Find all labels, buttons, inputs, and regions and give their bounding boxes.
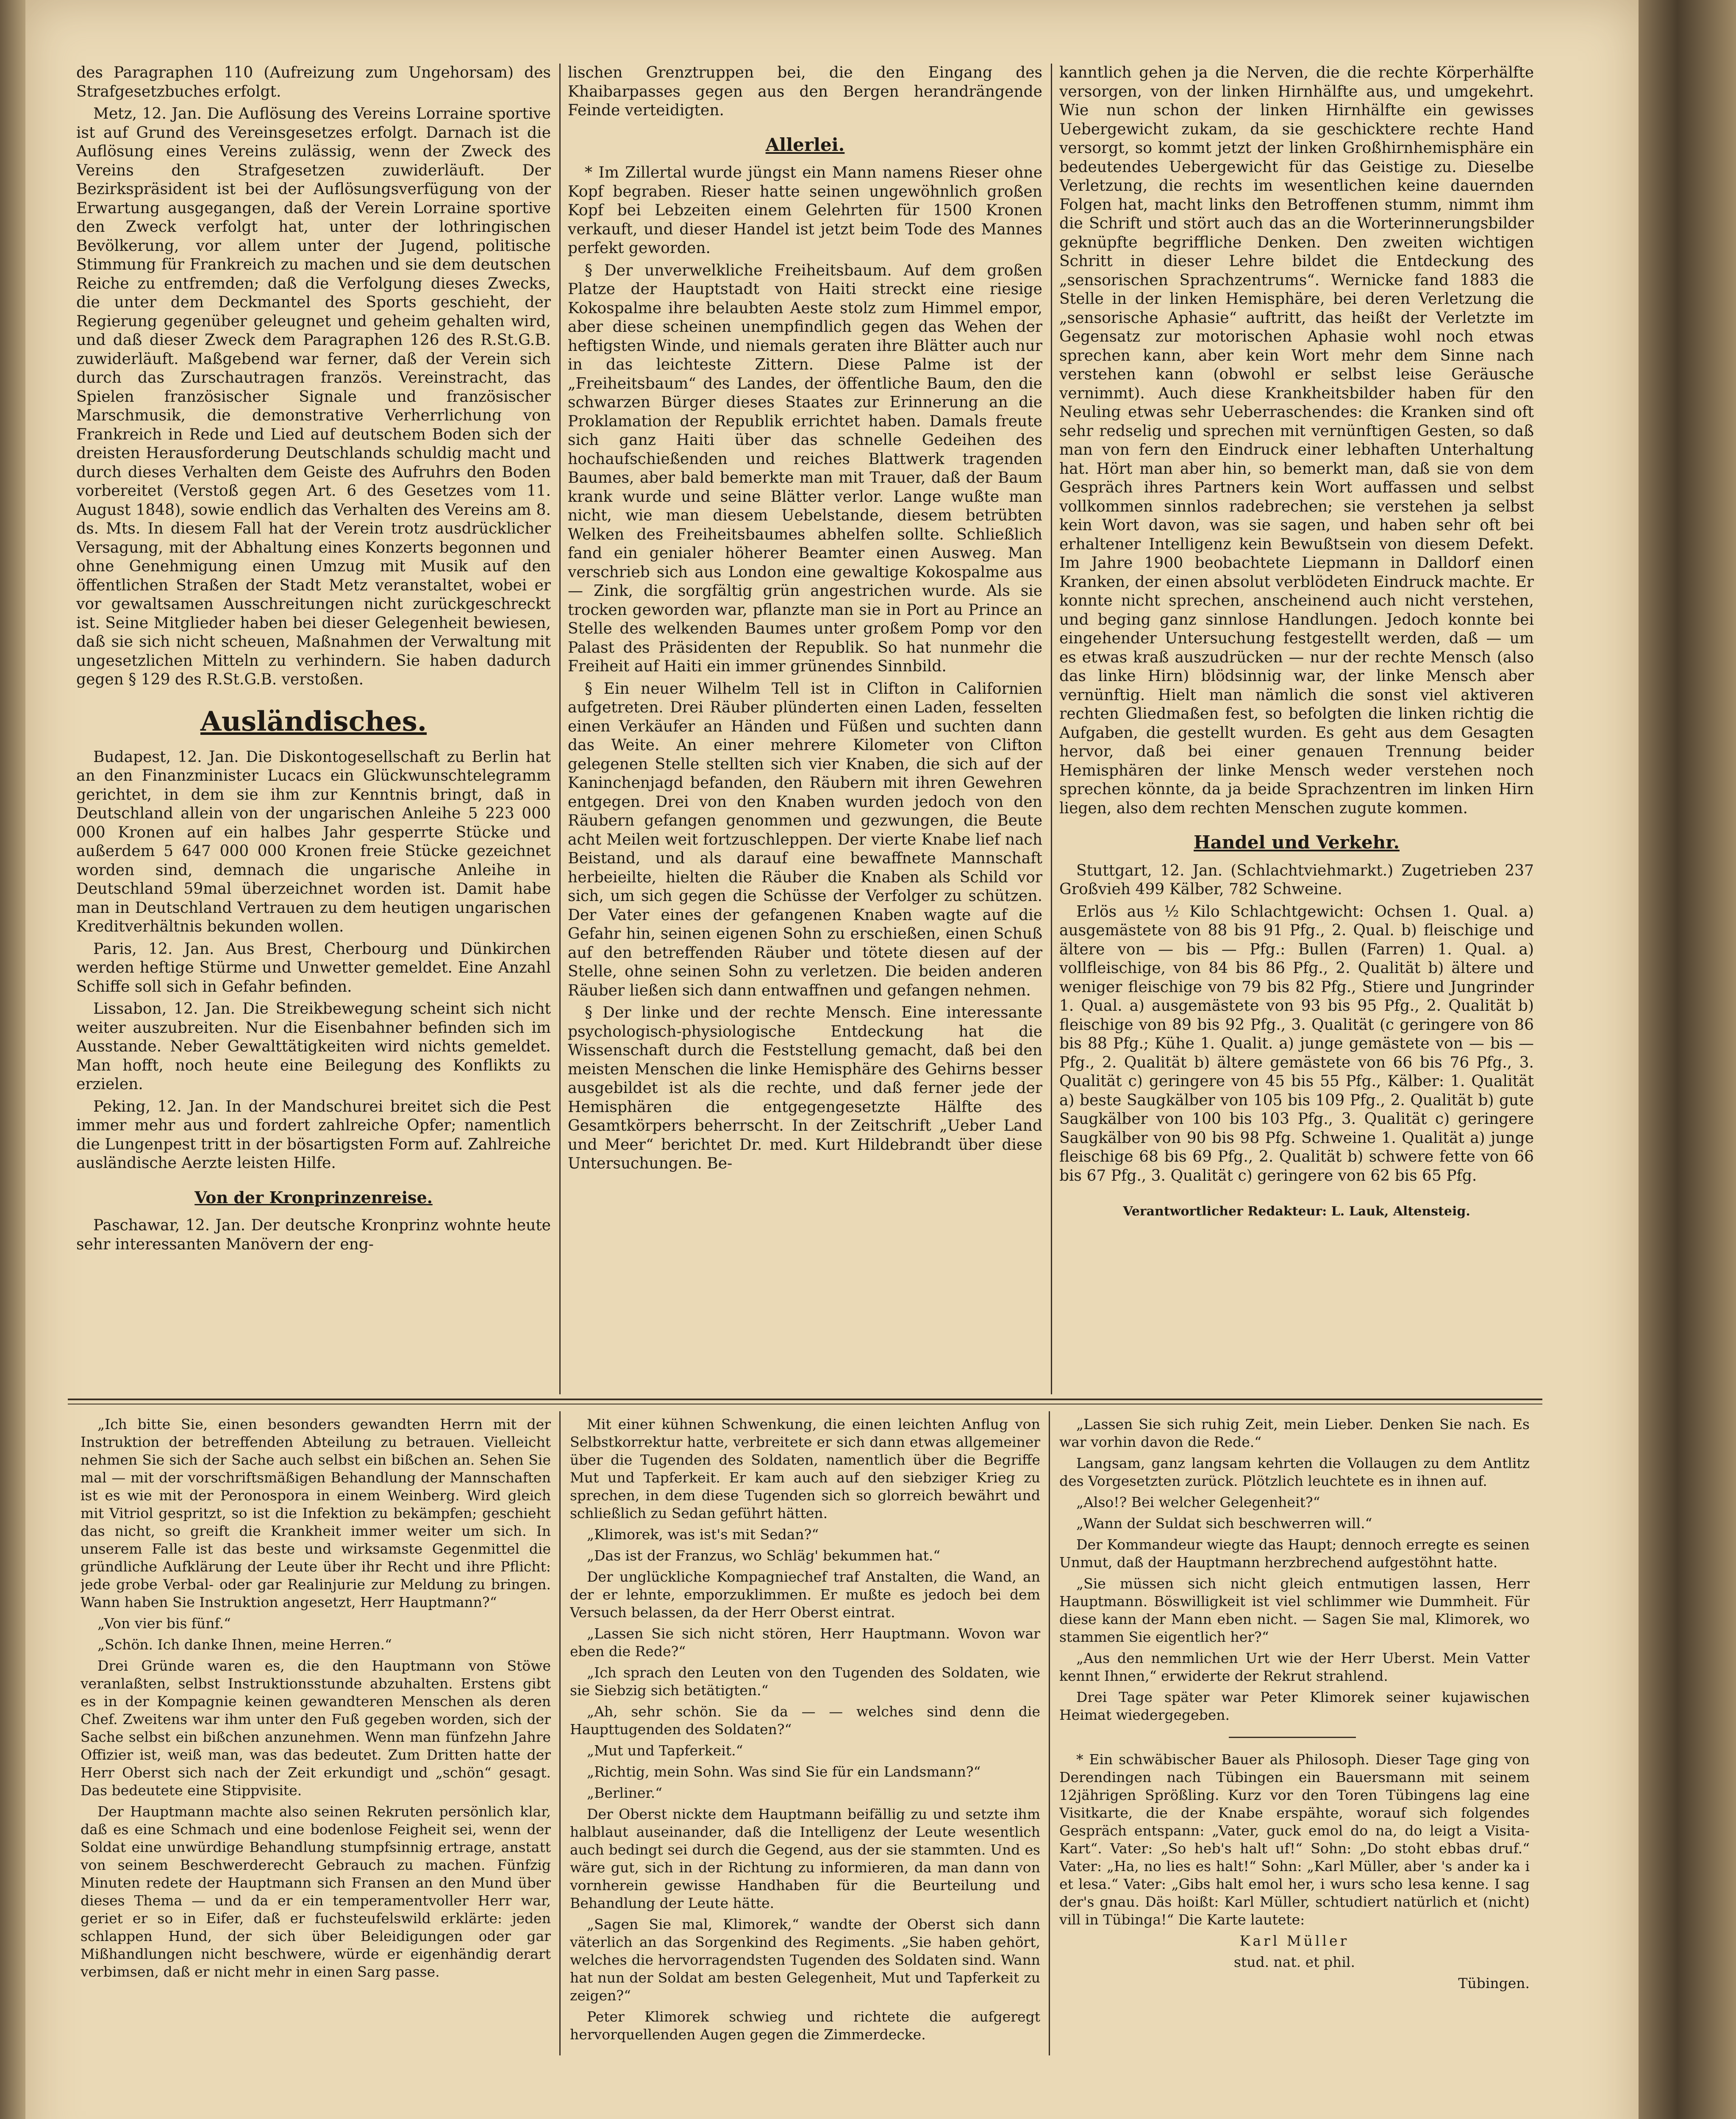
col1-para-peking: Peking, 12. Jan. In der Mandschurei breitet sich die Pest immer mehr aus und fordert zahlreiche Opfer; namentlich die Lungenpest tritt in der bösartigsten Form auf. Zahlreiche ausländische Aerzte leisten Hilfe. [76,1098,551,1172]
subheading-kronprinzenreise: Von der Kronprinzenreise. [194,1187,433,1207]
column-rule-1 [559,64,561,1394]
story-divider [1229,1737,1356,1738]
lower2-para-6: „Ich sprach den Leuten von den Tugenden des Soldaten, wie sie Siebzig sich betätigten.“ [570,1664,1040,1699]
lower3-para-1: „Lassen Sie sich ruhig Zeit, mein Lieber. Denken Sie nach. Es war vorhin davon die Rede.“ [1059,1416,1530,1450]
lower3-para-7: „Aus den nemmlichen Urt wie der Herr Uberst. Mein Vatter kennt Ihnen,“ erwiderte der Rekrut strahlend. [1059,1650,1530,1684]
col2-para-zillertal: * Im Zillertal wurde jüngst ein Mann namens Rieser ohne Kopf begraben. Rieser hatte seinen ungewöhnlich großen Kopf bei Lebzeiten einem Gelehrten für 1500 Kronen verkauft, und dieser Handel ist jetzt beim Tode des Mannes perfekt geworden. [568,164,1042,257]
section-heading-allerlei: Allerlei. [765,134,845,155]
lower-column-2 [570,1415,1040,2060]
lower1-para-1: „Ich bitte Sie, einen besonders gewandten Herrn mit der Instruktion der betreffenden Abteilung zu betrauen. Vielleicht nehmen Sie sich der Sache auch selbst ein bißchen an. Sehen Sie mal — mit der vorschriftsmäßigen Behandlung der Mannschaften ist es wie mit der Peronospora in einem Weinberg. Wird gleich mit Vitriol gespritzt, so ist die Infektion zu bekämpfen; geschieht das nicht, so greift die Krankheit immer weiter um sich. In unserem Falle ist das beste und wirksamste Gegenmittel die gründliche Aufklärung der Leute über ihr Recht und ihre Pflicht: jede grobe Verbal- oder gar Realinjurie zur Meldung zu bringen. Wann haben Sie Instruktion angesetzt, Herr Hauptmann?“ [81,1416,551,1610]
book-binding-left [0,0,25,2119]
book-binding-right [1639,0,1736,2119]
lower1-para-2: „Von vier bis fünf.“ [97,1615,231,1632]
col1-para-paschawar: Paschawar, 12. Jan. Der deutsche Kronprinz wohnte heute sehr interessanten Manövern der eng- [76,1217,551,1253]
section-heading-auslaendisches: Ausländisches. [200,705,427,737]
lower3-para-philosoph: * Ein schwäbischer Bauer als Philosoph. Dieser Tage ging von Derendingen nach Tübingen ein Bauersmann mit seinem 12jährigen Sprößling. Kurz vor den Toren Tübingens lag eine Visitkarte, die der Knabe erspähte, worauf sich folgendes Gespräch entspann: „Vater, guck emol do na, do leigt a Visita-Kart“. Vater: „So heb's halt uf!“ Sohn: „Do stoht ebbas druf.“ Vater: „Ha, no lies es halt!“ Sohn: „Karl Müller, aber 's ander ka i et lesa.“ Vater: „Gibs halt emol her, i wurs scho lesa kenne. I sag der's gnau. Däs hoißt: Karl Müller, schtudiert natürlich et (nicht) vill in Tübinga!“ Die Karte lautete: [1059,1751,1530,1928]
responsible-editor-line: Verantwortlicher Redakteur: L. Lauk, Altensteig. [1123,1204,1470,1219]
lower2-para-5: „Lassen Sie sich nicht stören, Herr Hauptmann. Wovon war eben die Rede?“ [570,1625,1040,1660]
col1-para-1: des Paragraphen 110 (Aufreizung zum Ungehorsam) des Strafgesetzbuches erfolgt. [76,64,551,100]
visiting-card-place: Tübingen. [1458,1975,1530,1991]
newspaper-page [25,0,1639,2119]
col3-para-stuttgart: Stuttgart, 12. Jan. (Schlachtviehmarkt.) Zugetrieben 237 Großvieh 499 Kälber, 782 Schweine. [1059,862,1534,898]
lower3-para-8: Drei Tage später war Peter Klimorek seiner kujawischen Heimat wiedergegeben. [1059,1689,1530,1723]
lower3-para-2: Langsam, ganz langsam kehrten die Vollaugen zu dem Antlitz des Vorgesetzten zurück. Plötzlich leuchtete es in ihnen auf. [1059,1455,1530,1489]
upper-column-1 [76,64,551,1360]
lower-column-3 [1059,1415,1530,2060]
col2-para-freiheitsbaum: § Der unverwelkliche Freiheitsbaum. Auf dem großen Platze der Hauptstadt von Haiti streckt eine riesige Kokospalme ihre belaubten Aeste stolz zum Himmel empor, aber diese scheinen unempfindlich gegen das Wehen der heftigsten Winde, und niemals geraten ihre Blätter auch nur in das leichteste Zittern. Diese Palme ist der „Freiheitsbaum“ des Landes, der öffentliche Baum, den die schwarzen Bürger dieses Staates zur Erinnerung an die Proklamation der Republik errichtet haben. Damals freute sich ganz Haiti über das schnelle Gedeihen des hochaufschießenden und reiches Blattwerk tragenden Baumes, aber bald bemerkte man mit Trauer, daß der Baum krank wurde und seine Blätter verlor. Lange wußte man nicht, wie man diesem Uebelstande, diesem betrübten Welken des Freiheitsbaumes abhelfen sollte. Schließlich fand ein genialer höherer Beamter einen Ausweg. Man verschrieb sich aus London eine gewaltige Kokospalme aus — Zink, die sorgfältig grün angestrichen wurde. Als sie trocken geworden war, pflanzte man sie in Port au Prince an Stelle des welkenden Baumes unter großem Pomp vor den Palast des Präsidenten der Republik. So hat nunmehr die Freiheit auf Haiti ein immer grünendes Sinnbild. [568,261,1042,675]
lower1-para-3: „Schön. Ich danke Ihnen, meine Herren.“ [97,1636,392,1653]
lower1-para-5: Der Hauptmann machte also seinen Rekruten persönlich klar, daß es eine Schmach und eine bodenlose Feigheit sei, wenn der Soldat eine unwürdige Behandlung stumpfsinnig ertrage, anstatt von seinem Beschwerderecht Gebrauch zu machen. Fünfzig Minuten redete der Hauptmann sich Fransen an den Mund über dieses Thema — und da er ein temperamentvoller Herr war, geriet er so in Eifer, daß er fuchsteufelswild erklärte: jeden schlappen Hund, der sich über Beleidigungen oder gar Mißhandlungen nicht beschwere, würde er eigenhändig derart verbimsen, daß er nicht mehr in einen Sarg passe. [81,1803,551,1980]
lower3-para-6: „Sie müssen sich nicht gleich entmutigen lassen, Herr Hauptmann. Böswilligkeit ist viel schlimmer wie Dummheit. Für diese kann der Mann eben nicht. — Sagen Sie mal, Klimorek, wo stammen Sie eigentlich her?“ [1059,1575,1530,1645]
lower3-para-4: „Wann der Suldat sich beschwerren will.“ [1076,1515,1372,1532]
col1-para-metz: Metz, 12. Jan. Die Auflösung des Vereins Lorraine sportive ist auf Grund des Vereinsgesetzes erfolgt. Darnach ist die Auflösung eines Vereins zulässig, wenn der Zweck des Vereins den Strafgesetzen zuwiderläuft. Der Bezirkspräsident ist bei der Auflösungsverfügung von der Erwartung ausgegangen, daß der Verein Lorraine sportive den Zweck verfolgt hat, unter der lothringischen Bevölkerung, vor allem unter der Jugend, politische Stimmung für Frankreich zu machen und sie dem deutschen Reiche zu entfremden; daß die Verfolgung dieses Zwecks, die unter dem Deckmantel des Sports geschieht, der Regierung gegenüber geleugnet und geheim gehalten wird, und daß dieser Zweck dem Paragraphen 126 des R.St.G.B. zuwiderläuft. Maßgebend war ferner, daß der Verein sich durch das Zurschautragen französ. Vereinstracht, das Spielen französischer Signale und französischer Marschmusik, die demonstrative Verherrlichung von Frankreich in Rede und Lied auf deutschem Boden sich der dreisten Herausforderung Deutschlands schuldig macht und durch dieses Verhalten dem Geiste des Aufruhrs den Boden vorbereitet (Verstoß gegen Art. 6 des Gesetzes vom 11. August 1848), sowie endlich das Verhalten des Vereins am 8. ds. Mts. In diesem Fall hat der Verein trotz ausdrücklicher Versagung, mit der Abhaltung eines Konzerts begonnen und ohne Genehmigung einen Umzug mit Musik auf den öffentlichen Straßen der Stadt Metz veranstaltet, wobei er vor gewaltsamen Ausschreitungen nicht zurückgeschreckt ist. Seine Mitglieder haben bei dieser Gelegenheit bewiesen, daß sie sich nicht scheuen, Maßnahmen der Verwaltung mit ungesetzlichen Mitteln zu verhindern. Sie haben dadurch gegen § 129 des R.St.G.B. verstoßen. [76,105,551,688]
lower2-para-8: „Mut und Tapferkeit.“ [587,1742,743,1759]
lower2-para-9: „Richtig, mein Sohn. Was sind Sie für ein Landsmann?“ [587,1763,981,1780]
lower3-para-5: Der Kommandeur wiegte das Haupt; dennoch erregte es seinen Unmut, daß der Hauptmann herzbrechend aufgestöhnt hatte. [1059,1536,1530,1571]
lower3-para-3: „Also!? Bei welcher Gelegenheit?“ [1076,1494,1320,1510]
col3-para-1: kanntlich gehen ja die Nerven, die die rechte Körperhälfte versorgen, von der linken Hirnhälfte aus, und umgekehrt. Wie nun schon der linken Hirnhälfte ein gewisses Uebergewicht zukam, da sie geschicktere rechte Hand versorgt, so kommt jetzt der linken Großhirnhemisphäre ein bedeutendes Uebergewicht für das Geistige zu. Dieselbe Verletzung, die rechts im wesentlichen keine dauernden Folgen hat, macht links den Betroffenen stumm, nimmt ihm die Schrift und stört auch das an die Worterinnerungsbilder geknüpfte begriffliche Denken. Den zweiten wichtigen Schritt in dieser Lehre bildet die Entdeckung des „sensorischen Sprachzentrums“. Wernicke fand 1883 die Stelle in der linken Hemisphäre, bei deren Verletzung die „sensorische Aphasie“ auftritt, das heißt der Verletzte im Gegensatz zur motorischen Aphasie wohl noch etwas sprechen kann, aber kein Wort mehr dem Sinne nach verstehen kann (obwohl er selbst leise Geräusche vernimmt). Auch diese Krankheitsbilder haben für den Neuling etwas sehr Ueberraschendes: die Kranken sind oft sehr redselig und sprechen mit vernünftigen Gesten, so daß man von fern den Eindruck einer lebhaften Unterhaltung hat. Hört man aber hin, so bemerkt man, daß sie von dem Gespräch ihres Partners kein Wort auffassen und selbst vollkommen sinnlos radebrechen; sie verstehen ja selbst kein Wort davon, was sie sagen, und haben sehr oft bei erhaltener Intelligenz kein Bewußtsein von diesem Defekt. Im Jahre 1900 beobachtete Liepmann in Dalldorf einen Kranken, der einen absolut verblödeten Eindruck machte. Er konnte nicht sprechen, anscheinend auch nicht verstehen, und beging ganz sinnlose Handlungen. Jedoch konnte bei eingehender Untersuchung festgestellt werden, daß — um es etwas kraß auszudrücken — nur der rechte Mensch (also das linke Hirn) blödsinnig war, der linke Mensch aber vernünftig. Hielt man nämlich die sonst viel aktiveren rechten Gliedmaßen fest, so befolgten die linken richtig die Aufgaben, die gestellt wurden. Es geht aus dem Gesagten hervor, daß bei einer genauen Trennung beider Hemisphären der linke Mensch weder verstehen noch sprechen könnte, da ja beide Sprachzentren im linken Hirn liegen, also dem rechten Menschen zugute kommen. [1059,64,1534,817]
col1-para-lissabon: Lissabon, 12. Jan. Die Streikbewegung scheint sich nicht weiter auszubreiten. Nur die Eisenbahner befinden sich im Ausstande. Neber Gewalttätigkeiten wird nichts gemeldet. Man hofft, noch heute eine Beilegung des Konflikts zu erzielen. [76,1000,551,1093]
col1-para-budapest: Budapest, 12. Jan. Die Diskontogesellschaft zu Berlin hat an den Finanzminister Lucacs ein Glückwunschtelegramm gerichtet, in dem sie ihm zur Kenntnis bringt, daß in Deutschland allein von der ungarischen Anleihe 5 223 000 000 Kronen auf ein halbes Jahr gesperrte Stücke und außerdem 5 647 000 000 Kronen freie Stücke gezeichnet worden sind, demnach die ungarische Anleihe in Deutschland 59mal überzeichnet worden ist. Damit habe man in Deutschland Vertrauen zu dem heutigen ungarischen Kreditverhältnis bekunden wollen. [76,748,551,935]
col3-para-preise: Erlös aus ½ Kilo Schlachtgewicht: Ochsen 1. Qual. a) ausgemästete von 88 bis 91 Pfg., 2. Qual. b) fleischige und ältere von — bis — Pfg.: Bullen (Farren) 1. Qual. a) vollfleischige, von 84 bis 86 Pfg., 2. Qualität b) ältere und weniger fleischige von 79 bis 82 Pfg., Stiere und Jungrinder 1. Qual. a) ausgemästete von 93 bis 95 Pfg., 2. Qualität b) fleischige von 89 bis 92 Pfg., 3. Qualität (c geringere von 86 bis 88 Pfg.; Kühe 1. Qualit. a) junge gemästete von — bis — Pfg., 2. Qualität b) ältere gemästete von 66 bis 76 Pfg., 3. Qualität c) geringere von 45 bis 55 Pfg., Kälber: 1. Qualität a) beste Saugkälber von 105 bis 109 Pfg., 2. Qualität b) gute Saugkälber von 100 bis 103 Pfg., 3. Qualität c) geringere Saugkälber von 90 bis 98 Pfg. Schweine 1. Qualität a) junge fleischige 68 bis 69 Pfg., 2. Qualität b) schwere fette von 66 bis 67 Pfg., 3. Qualität c) geringere von 62 bis 65 Pfg. [1059,903,1534,1185]
lower2-para-10: „Berliner.“ [587,1785,663,1801]
lower2-para-7: „Ah, sehr schön. Sie da — — welches sind denn die Haupttugenden des Soldaten?“ [570,1703,1040,1738]
col2-para-linke-rechte-mensch: § Der linke und der rechte Mensch. Eine interessante psychologisch-physiologische Entdeckung hat die Wissenschaft durch die Feststellung gemacht, daß bei den meisten Menschen die linke Hemisphäre des Gehirns besser ausgebildet ist als die rechte, und daß ferner jede der Hemisphären die entgegengesetzte Hälfte des Gesamtkörpers beherrscht. In der Zeitschrift „Ueber Land und Meer“ berichtet Dr. med. Kurt Hildebrandt über diese Untersuchungen. Be- [568,1004,1042,1172]
lower2-para-11: Der Oberst nickte dem Hauptmann beifällig zu und setzte ihm halblaut auseinander, daß die Intelligenz der Leute wesentlich auch bedingt sei durch die Gegend, aus der sie stammten. Und es wäre gut, sich in der Richtung zu informieren, da man dann von vornherein gewisse Handhaben für die Beurteilung und Behandlung der Leute hätte. [570,1806,1040,1911]
lower2-para-4: Der unglückliche Kompagniechef traf Anstalten, die Wand, an der er lehnte, emporzuklimmen. Er mußte es jedoch bei dem Versuch belassen, da der Herr Oberst eintrat. [570,1568,1040,1621]
upper-column-3 [1059,64,1534,1382]
lower2-para-1: Mit einer kühnen Schwenkung, die einen leichten Anflug von Selbstkorrektur hatte, verbreitete er sich dann etwas allgemeiner über die Tugenden des Soldaten, namentlich über die Begriffe Mut und Tapferkeit. Er kam auch auf den siebziger Krieg zu sprechen, in dem diese Tugenden sich so glorreich bewährt und schließlich zu Sedan geführt hätten. [570,1416,1040,1521]
col1-para-paris: Paris, 12. Jan. Aus Brest, Cherbourg und Dünkirchen werden heftige Stürme und Unwetter gemeldet. Eine Anzahl Schiffe soll sich in Gefahr befinden. [76,940,551,996]
visiting-card-title: stud. nat. et phil. [1234,1954,1355,1970]
lower-column-rule-1 [559,1411,561,2055]
lower2-para-12: „Sagen Sie mal, Klimorek,“ wandte der Oberst sich dann väterlich an das Sorgenkind des Regiments. „Sie haben gehört, welches die hervorragendsten Tugenden des Soldaten sind. Wann hat nun der Soldat am besten Gelegenheit, Mut und Tapferkeit zu zeigen?“ [570,1916,1040,2004]
lower2-para-2: „Klimorek, was ist's mit Sedan?“ [587,1526,819,1543]
lower2-para-13: Peter Klimorek schwieg und richtete die aufgeregt hervorquellenden Augen gegen die Zimmerdecke. [570,2008,1040,2043]
section-heading-handel-verkehr: Handel und Verkehr. [1194,832,1400,853]
visiting-card-name: Karl Müller [1239,1933,1350,1949]
column-rule-2 [1051,64,1052,1394]
col2-para-wilhelm-tell: § Ein neuer Wilhelm Tell ist in Clifton in Californien aufgetreten. Drei Räuber plünderten einen Laden, fesselten einen Verkäufer an Händen und Füßen und suchten dann das Weite. An einer mehrere Kilometer von Clifton gelegenen Stelle stellten sich vier Knaben, die sich auf der Kaninchenjagd befanden, den Räubern mit ihren Gewehren entgegen. Drei von den Knaben wurden jedoch von den Räubern gefangen genommen und gezwungen, die Beute acht Meilen weit fortzuschleppen. Der vierte Knabe lief nach Beistand, und als darauf eine bewaffnete Mannschaft herbeieilte, hielten die Räuber die Knaben als Schild vor sich, um sich gegen die Schüsse der Verfolger zu schützen. Der Vater eines der gefangenen Knaben wagte auf die Gefahr hin, seinen eigenen Sohn zu erschießen, einen Schuß auf den betreffenden Räuber und tötete diesen auf der Stelle, ohne seinen Sohn zu verletzen. Die beiden anderen Räuber ließen sich dann entwaffnen und gefangen nehmen. [568,680,1042,999]
upper-column-2 [568,64,1042,1360]
lower2-para-3: „Das ist der Franzus, wo Schläg' bekummen hat.“ [587,1547,941,1564]
lower-column-1 [81,1415,551,2119]
lower1-para-4: Drei Gründe waren es, die den Hauptmann von Stöwe veranlaßten, selbst Instruktionsstunde abzuhalten. Erstens gibt es in der Kompagnie keinen gewandteren Menschen als deren Chef. Zweitens war ihm unter den Fuß gegeben worden, sich der Sache selbst ein bißchen anzunehmen. Wenn man fünfzehn Jahre Offizier ist, weiß man, was das bedeutet. Zum Dritten hatte der Herr Oberst sich nach der Zeit erkundigt und „schön“ gesagt. Das bedeutete eine Stippvisite. [81,1657,551,1799]
lower-column-rule-2 [1049,1411,1050,2055]
feuilleton-divider [68,1399,1542,1400]
col2-para-1: lischen Grenztruppen bei, die den Eingang des Khaibarpasses gegen aus den Bergen herandrängende Feinde verteidigten. [568,64,1042,119]
